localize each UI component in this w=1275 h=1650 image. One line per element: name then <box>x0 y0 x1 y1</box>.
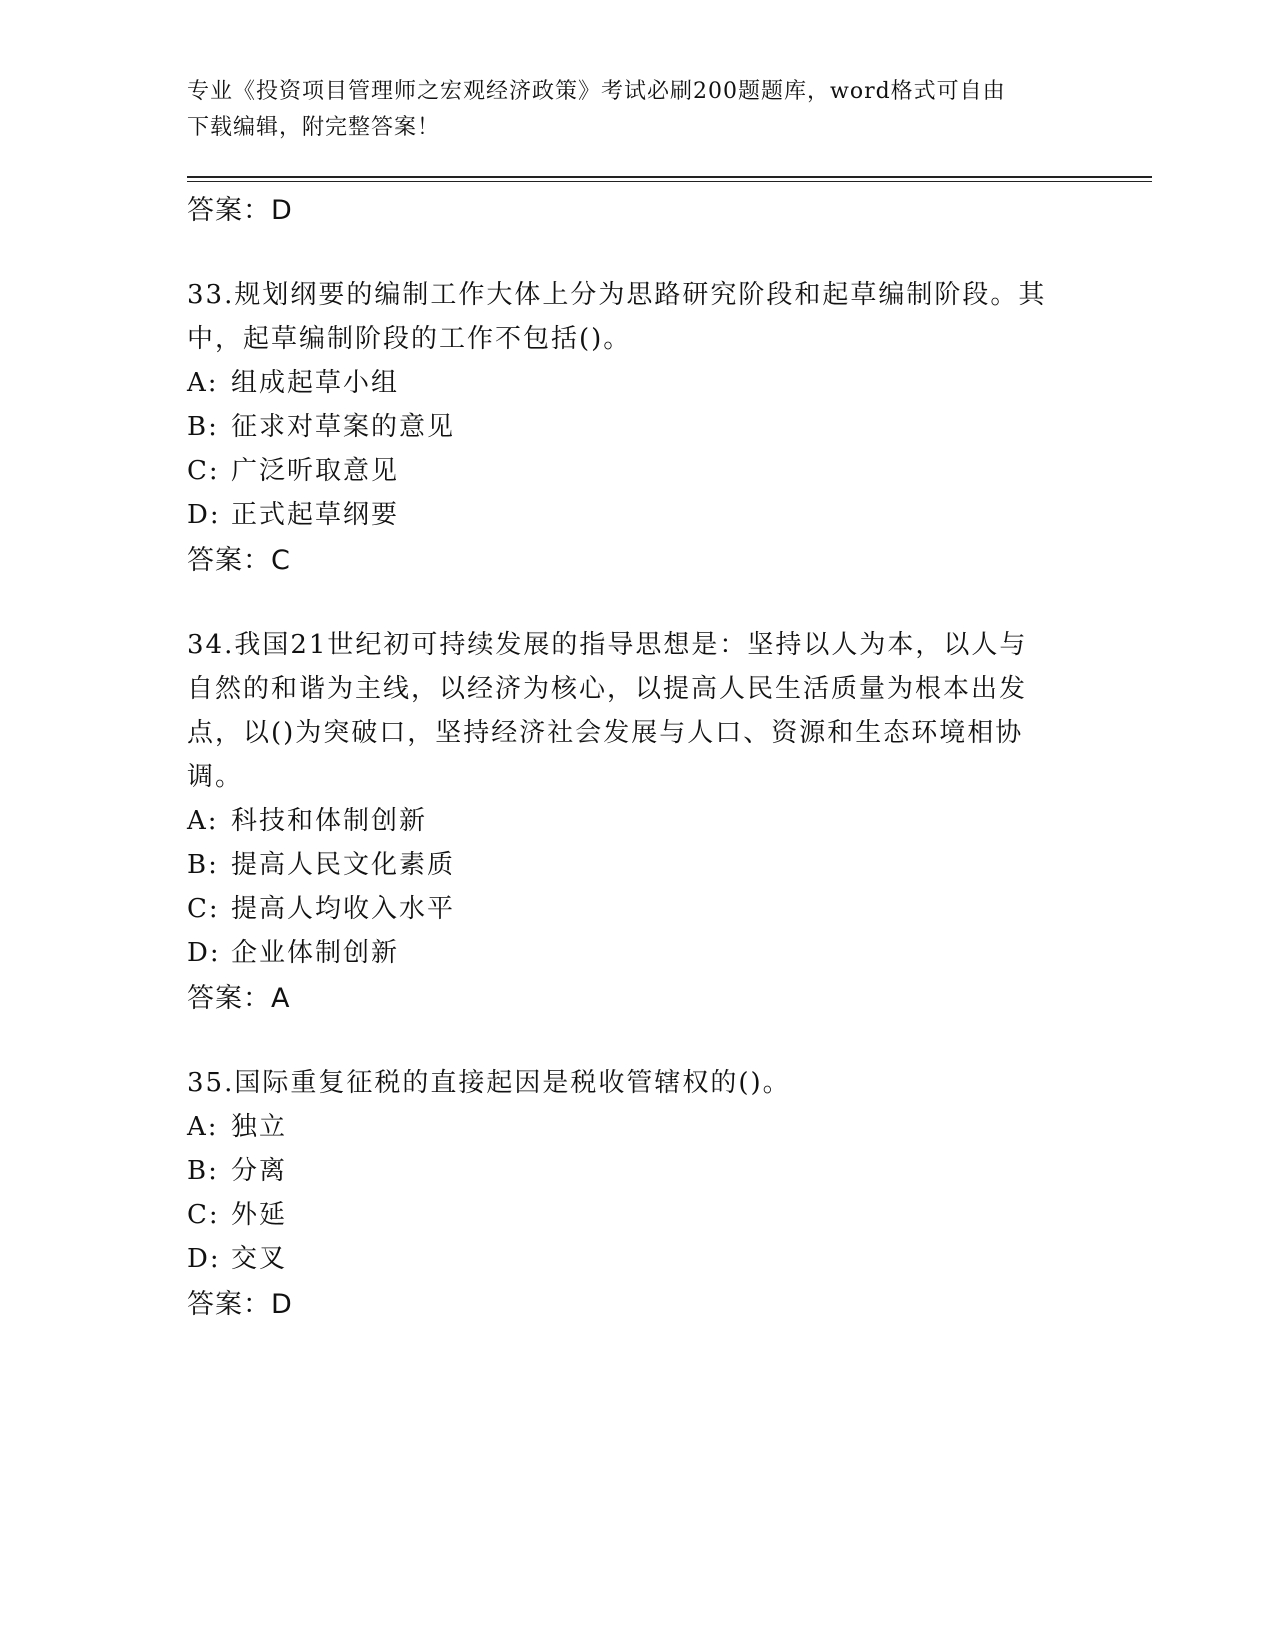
question-35-option-d <box>187 1238 287 1275</box>
question-34-option-d <box>187 932 399 969</box>
question-34-answer: 答案：A <box>187 983 291 1014</box>
question-35-option-a <box>187 1106 287 1143</box>
option-letter: C: <box>187 894 220 924</box>
option-letter: D: <box>187 938 221 968</box>
question-35-option-b <box>187 1150 287 1187</box>
option-text: 提高人民文化素质 <box>231 850 456 880</box>
question-35-line-1: 35.国际重复征税的直接起因是税收管辖权的()。 <box>187 1068 791 1098</box>
question-34-option-b <box>187 844 455 881</box>
option-letter: A: <box>187 806 219 836</box>
question-33-line-2: 中，起草编制阶段的工作不包括()。 <box>187 324 632 354</box>
option-letter: D: <box>187 500 221 530</box>
option-letter: A: <box>187 1112 219 1142</box>
header-divider <box>187 176 1152 178</box>
option-letter: B: <box>187 1156 219 1186</box>
option-text: 科技和体制创新 <box>231 806 428 836</box>
question-33-option-c <box>187 450 399 487</box>
question-33-option-d <box>187 494 399 531</box>
question-35-answer: 答案：D <box>187 1289 293 1320</box>
question-33-option-a <box>187 362 399 399</box>
question-35-option-c <box>187 1194 287 1231</box>
question-33-option-b <box>187 406 455 443</box>
previous-answer: 答案：D <box>187 195 293 226</box>
header-line-1: 专业《投资项目管理师之宏观经济政策》考试必刷200题题库，word格式可自由 <box>187 79 1006 104</box>
question-34-line-2: 自然的和谐为主线，以经济为核心，以提高人民生活质量为根本出发 <box>187 674 1028 704</box>
option-text: 征求对草案的意见 <box>231 412 456 442</box>
option-letter: A: <box>187 368 219 398</box>
option-text: 企业体制创新 <box>231 938 400 968</box>
question-34-line-4: 调。 <box>187 762 244 792</box>
question-34-option-c <box>187 888 455 925</box>
option-letter: B: <box>187 412 219 442</box>
header-divider-thin <box>187 181 1152 182</box>
option-text: 分离 <box>231 1156 288 1186</box>
question-34-line-3: 点，以()为突破口，坚持经济社会发展与人口、资源和生态环境相协 <box>187 718 1024 748</box>
option-text: 交叉 <box>231 1244 288 1274</box>
option-text: 正式起草纲要 <box>231 500 400 530</box>
option-letter: C: <box>187 1200 220 1230</box>
option-letter: C: <box>187 456 220 486</box>
option-text: 提高人均收入水平 <box>231 894 456 924</box>
option-letter: B: <box>187 850 219 880</box>
question-33-answer: 答案：C <box>187 545 291 576</box>
document-header <box>187 74 1087 146</box>
header-line-2: 下载编辑，附完整答案！ <box>187 115 441 140</box>
option-text: 外延 <box>231 1200 288 1230</box>
question-34-option-a <box>187 800 427 837</box>
question-33-line-1: 33.规划纲要的编制工作大体上分为思路研究阶段和起草编制阶段。其 <box>187 280 1047 310</box>
option-text: 独立 <box>231 1112 288 1142</box>
option-text: 组成起草小组 <box>231 368 400 398</box>
option-text: 广泛听取意见 <box>231 456 400 486</box>
question-34-line-1: 34.我国21世纪初可持续发展的指导思想是：坚持以人为本，以人与 <box>187 630 1028 660</box>
option-letter: D: <box>187 1244 221 1274</box>
